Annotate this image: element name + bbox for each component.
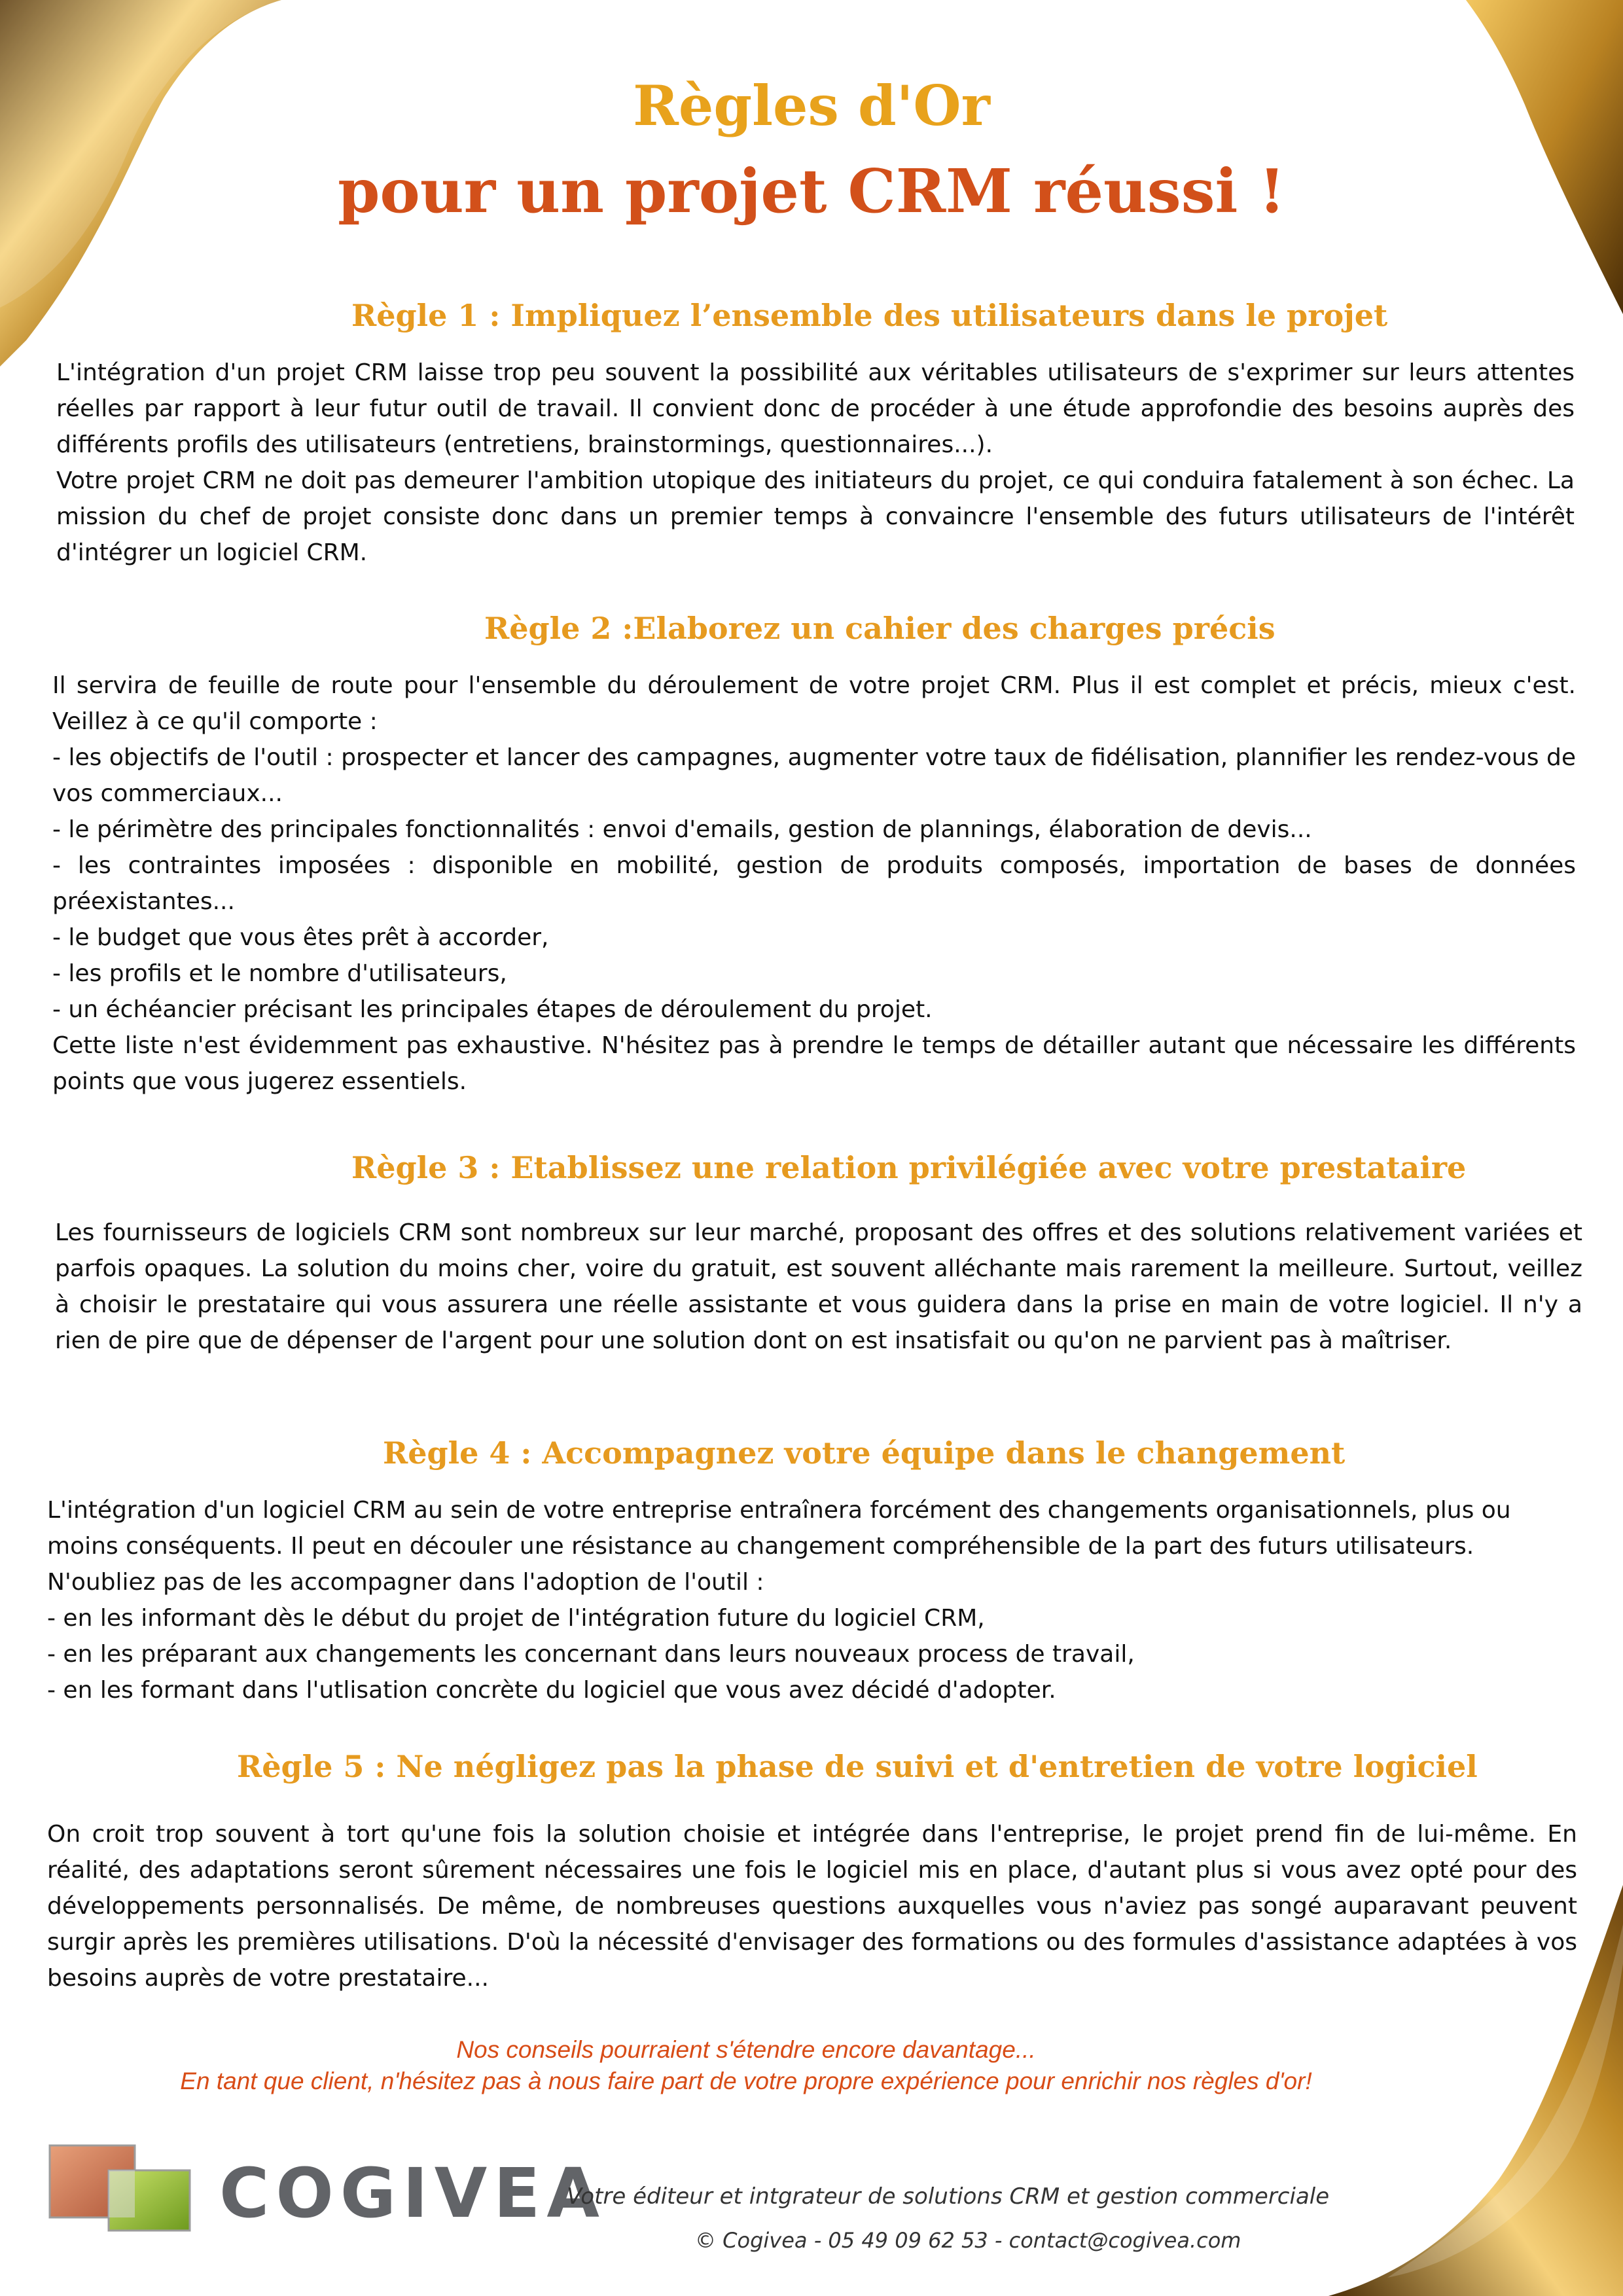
footer-contact: © Cogivea - 05 49 09 62 53 - contact@cogivea.com [695,2228,1241,2253]
list-item: - le budget que vous êtes prêt à accorder, [52,924,549,951]
closing-line-1: Nos conseils pourraient s'étendre encore davantage... [456,2036,1036,2063]
list-item: - en les informant dès le début du projet de l'intégration future du logiciel CRM, [47,1605,985,1632]
rule-3-heading: Règle 3 : Etablissez une relation privilégiée avec votre prestataire [351,1150,1467,1185]
title-line-1: Règles d'Or [633,73,990,138]
paragraph: Cette liste n'est évidemment pas exhaustive. N'hésitez pas à prendre le temps de détailler autant que nécessaire les différents points que vous jugerez essentiels. [52,1032,1576,1095]
rule-3-body [55,1215,1582,1359]
rule-5-heading: Règle 5 : Ne négligez pas la phase de suivi et d'entretien de votre logiciel [237,1749,1478,1784]
logo-wordmark: COGIVEA [219,2153,606,2233]
list-item: - les contraintes imposées : disponible en mobilité, gestion de produits composés, importation de bases de données préexistantes... [52,852,1576,915]
paragraph: Votre projet CRM ne doit pas demeurer l'ambition utopique des initiateurs du projet, ce qui conduira fatalement à son échec. La mission du chef de projet consiste donc dans un premier temps à convaincre l'ensemble des futurs utilisateurs de l'intérêt d'intégrer un logiciel CRM. [56,467,1575,566]
paragraph: Les fournisseurs de logiciels CRM sont nombreux sur leur marché, proposant des offres et des solutions relativement variées et parfois opaques. La solution du moins cher, voire du gratuit, est souvent alléchante mais rarement la meilleure. Surtout, veillez à choisir le prestataire qui vous assurera une réelle assistante et vous guidera dans la prise en main de votre logiciel. Il n'y a rien de pire que de dépenser de l'argent pour une solution dont on est insatisfait ou qu'on ne parvient pas à maîtriser. [55,1219,1582,1354]
list-item: - en les formant dans l'utlisation concrète du logiciel que vous avez décidé d'adopter. [47,1677,1056,1704]
closing-remark [131,2034,1361,2097]
title-line-2: pour un projet CRM réussi ! [338,156,1285,226]
rule-5-body [47,1816,1577,1996]
rule-1-heading: Règle 1 : Impliquez l’ensemble des utilisateurs dans le projet [351,298,1388,333]
closing-line-2: En tant que client, n'hésitez pas à nous faire part de votre propre expérience pour enrichir nos règles d'or! [180,2068,1312,2094]
rule-2-heading: Règle 2 :Elaborez un cahier des charges précis [484,611,1275,646]
list-item: - le périmètre des principales fonctionnalités : envoi d'emails, gestion de plannings, élaboration de devis... [52,816,1312,843]
paragraph: L'intégration d'un projet CRM laisse trop peu souvent la possibilité aux véritables utilisateurs de s'exprimer sur leurs attentes réelles par rapport à leur futur outil de travail. Il convient donc de procéder à une étude approfondie des besoins auprès des différents profils des utilisateurs (entretiens, brainstormings, questionnaires...). [56,359,1575,458]
footer-tagline: Votre éditeur et intgrateur de solutions CRM et gestion commerciale [567,2183,1330,2210]
rule-1-body [56,355,1575,571]
paragraph: L'intégration d'un logiciel CRM au sein de votre entreprise entraînera forcément des changements organisationnels, plus ou moins conséquents. Il peut en découler une résistance au changement compréhensible de la part des futurs utilisateurs. N'oubliez pas de les accompagner dans l'adoption de l'outil : [47,1497,1511,1596]
cogivea-logo-icon [46,2140,196,2235]
list-item: - les objectifs de l'outil : prospecter et lancer des campagnes, augmenter votre taux de fidélisation, plannifier les rendez-vous de vos commerciaux... [52,744,1576,807]
list-item: - les profils et le nombre d'utilisateurs, [52,960,507,987]
list-item: - un échéancier précisant les principales étapes de déroulement du projet. [52,996,933,1023]
rule-4-body [47,1492,1552,1708]
rule-4-heading: Règle 4 : Accompagnez votre équipe dans le changement [383,1435,1346,1471]
list-item: - en les préparant aux changements les concernant dans leurs nouveaux process de travail, [47,1641,1135,1668]
paragraph: On croit trop souvent à tort qu'une fois la solution choisie et intégrée dans l'entreprise, le projet prend fin de lui-même. En réalité, des adaptations seront sûrement nécessaires une fois le logiciel mis en place, d'autant plus si vous avez opté pour des développements personnalisés. De même, de nombreuses questions auxquelles vous n'aviez pas songé auparavant peuvent surgir après les premières utilisations. D'où la nécessité d'envisager des formations ou des formules d'assistance adaptées à vos besoins auprès de votre prestataire... [47,1821,1577,1992]
paragraph: Il servira de feuille de route pour l'ensemble du déroulement de votre projet CRM. Plus il est complet et précis, mieux c'est. Veillez à ce qu'il comporte : [52,672,1576,735]
rule-2-body [52,668,1576,1100]
